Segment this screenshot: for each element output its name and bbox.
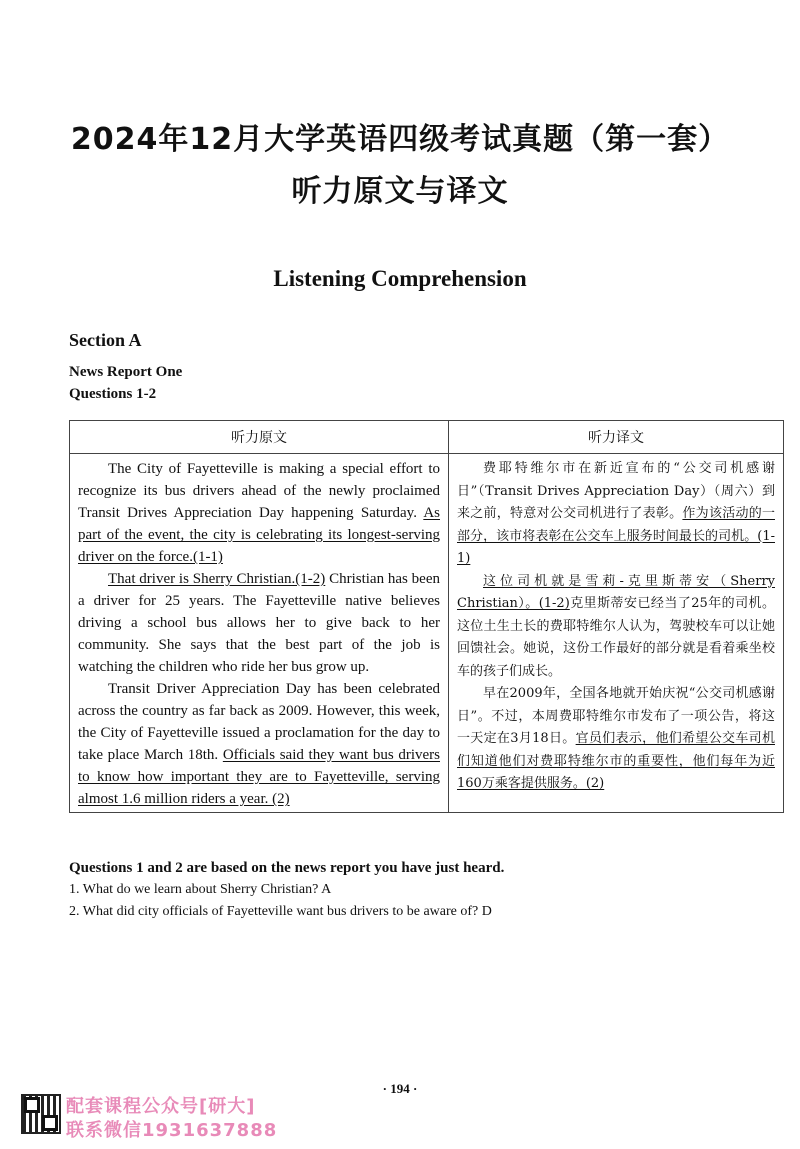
translation-paragraph bbox=[457, 571, 775, 684]
transcript-table bbox=[69, 420, 784, 813]
text-run: 早在2009年，全国各地就开始庆祝“公交司机感谢日”。不过，本周费耶特维尔市发布了一项公告，将这一天定在3月18日。 bbox=[457, 686, 775, 746]
qr-code-icon bbox=[21, 1094, 61, 1134]
column-header-original: 听力原文 bbox=[70, 421, 449, 454]
underlined-answer: As part of the event, the city is celebrating its longest-serving driver on the force.(1-1) bbox=[78, 505, 440, 565]
page-number: · 194 · bbox=[382, 1081, 418, 1096]
question-1: 1. What do we learn about Sherry Christian? A bbox=[69, 882, 332, 897]
underlined-answer: 作为该活动的一部分，该市将表彰在公交车上服务时间最长的司机。(1-1) bbox=[457, 506, 775, 566]
original-paragraph bbox=[78, 678, 440, 810]
underlined-answer: Officials said they want bus drivers to know how important they are to Fayetteville, serving almost 1.6 million riders a year. (2) bbox=[78, 747, 440, 807]
text-run: The City of Fayetteville is making a special effort to recognize its bus drivers ahead of the newly proclaimed Transit Drives Appreciation Day happening Saturday. bbox=[78, 461, 440, 521]
questions-heading: Questions 1 and 2 are based on the news report you have just heard. bbox=[69, 860, 505, 876]
original-text-cell bbox=[70, 454, 449, 813]
original-paragraph bbox=[78, 568, 440, 678]
translation-text-cell bbox=[449, 454, 784, 813]
text-run: Christian has been a driver for 25 years. The Fayetteville native believes driving a school bus allows her to give back to her community. She says that the best part of the job is watching the children who ride her bus grow up. bbox=[78, 571, 440, 675]
text-run: 克里斯蒂安已经当了25年的司机。这位土生土长的费耶特维尔人认为，驾驶校车可以让她回馈社会。她说，这份工作最好的部分就是看着乘坐校车的孩子们成长。 bbox=[457, 596, 775, 679]
column-header-translation: 听力译文 bbox=[449, 421, 784, 454]
original-paragraph bbox=[78, 458, 440, 568]
question-2: 2. What did city officials of Fayetteville want bus drivers to be aware of? D bbox=[69, 904, 492, 919]
underlined-answer: 官员们表示，他们希望公交车司机们知道他们对费耶特维尔市的重要性，他们每年为近160万乘客提供服务。(2) bbox=[457, 731, 775, 791]
translation-paragraph bbox=[457, 458, 775, 571]
underlined-answer: 这位司机就是雪莉-克里斯蒂安（Sherry Christian）。(1-2) bbox=[457, 573, 775, 611]
promo-line-2: 联系微信19316378​88 bbox=[66, 1120, 278, 1141]
text-run: 费耶特维尔市在新近宣布的“公交司机感谢日”（Transit Drives Appreciation Day）（周六）到来之前，特意对公交司机进行了表彰。 bbox=[457, 461, 775, 521]
questions-range-label: Questions 1-2 bbox=[69, 386, 157, 402]
underlined-answer: That driver is Sherry Christian.(1-2) bbox=[108, 571, 326, 587]
promo-line-1: 配套课程公众号[研大] bbox=[66, 1096, 256, 1117]
text-run: Transit Driver Appreciation Day has been celebrated across the country as far back as 2009. However, this week, the City of Fayetteville issued a proclamation for the day to take place March 18th. bbox=[78, 681, 440, 763]
page-title-line2: 听力原文与译文 bbox=[291, 174, 509, 209]
page-title-line1: 2024年12月大学英语四级考试真题（第一套） bbox=[70, 122, 730, 157]
section-heading: Listening Comprehension bbox=[273, 266, 527, 291]
report-label: News Report One bbox=[69, 364, 183, 380]
section-label: Section A bbox=[69, 330, 142, 350]
translation-paragraph bbox=[457, 683, 775, 796]
